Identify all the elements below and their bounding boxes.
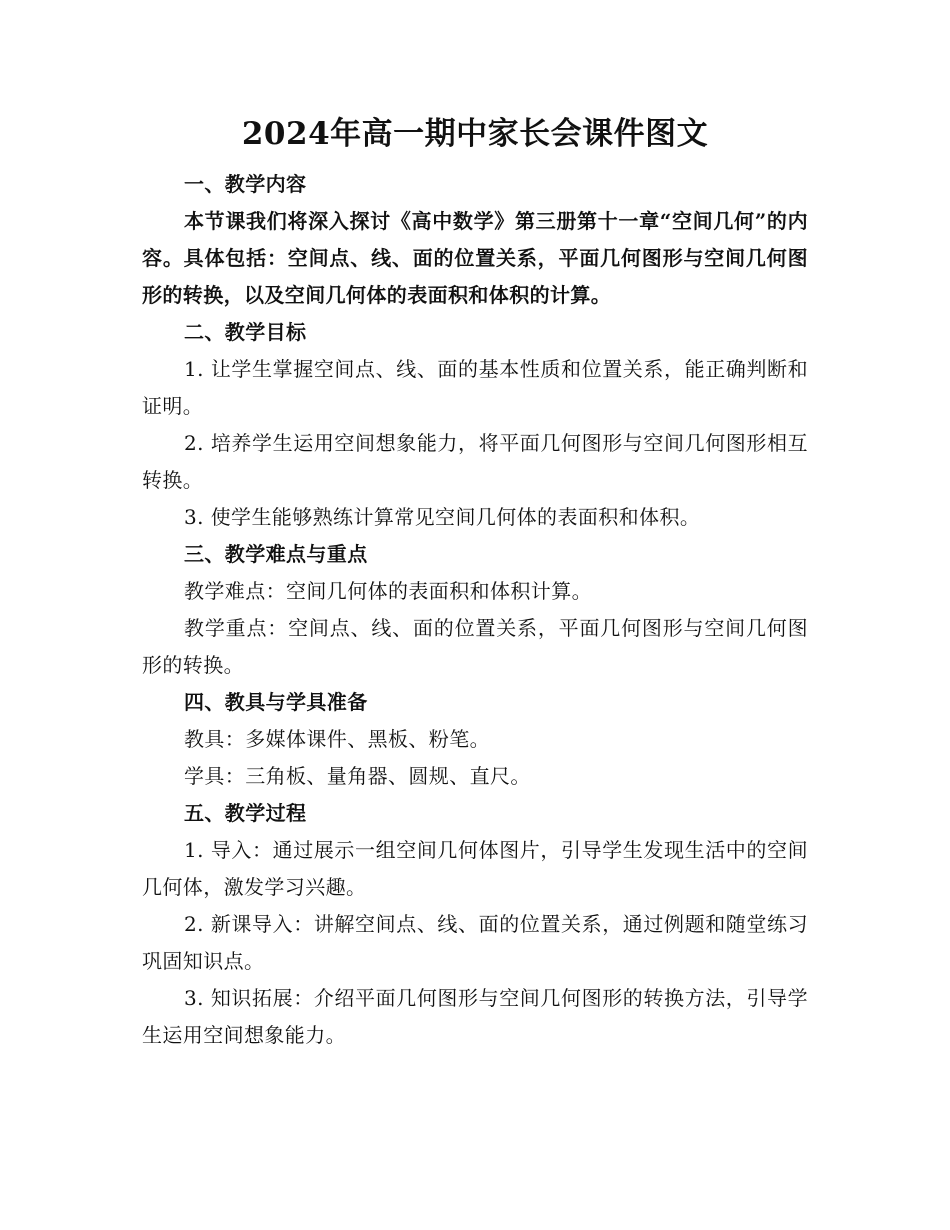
document-body [142,166,808,1054]
section-heading-materials: 四、教具与学具准备 [184,690,368,714]
content-paragraph: 本节课我们将深入探讨《高中数学》第三册第十一章“空间几何”的内容。具体包括：空间点、线、面的位置关系，平面几何图形与空间几何图形的转换，以及空间几何体的表面积和体积的计算。 [142,209,808,307]
section-heading-process: 五、教学过程 [184,801,307,825]
section-heading-key-points: 三、教学难点与重点 [184,542,368,566]
document-title: 2024年高一期中家长会课件图文 [241,116,709,152]
difficult-point-paragraph: 教学难点：空间几何体的表面积和体积计算。 [184,579,592,603]
objective-item-2: 2. 培养学生运用空间想象能力，将平面几何图形与空间几何图形相互转换。 [142,431,808,492]
objective-item-3: 3. 使学生能够熟练计算常见空间几何体的表面积和体积。 [184,505,701,529]
process-item-2: 2. 新课导入：讲解空间点、线、面的位置关系，通过例题和随堂练习巩固知识点。 [142,912,808,973]
objective-item-1: 1. 让学生掌握空间点、线、面的基本性质和位置关系，能正确判断和证明。 [142,357,808,418]
section-heading-objectives: 二、教学目标 [184,320,307,344]
section-heading-content: 一、教学内容 [184,172,307,196]
key-point-paragraph: 教学重点：空间点、线、面的位置关系，平面几何图形与空间几何图形的转换。 [142,616,808,677]
process-item-3: 3. 知识拓展：介绍平面几何图形与空间几何图形的转换方法，引导学生运用空间想象能力。 [142,986,808,1047]
student-materials-paragraph: 学具：三角板、量角器、圆规、直尺。 [184,764,531,788]
process-item-1: 1. 导入：通过展示一组空间几何体图片，引导学生发现生活中的空间几何体，激发学习兴趣。 [142,838,808,899]
teaching-materials-paragraph: 教具：多媒体课件、黑板、粉笔。 [184,727,490,751]
